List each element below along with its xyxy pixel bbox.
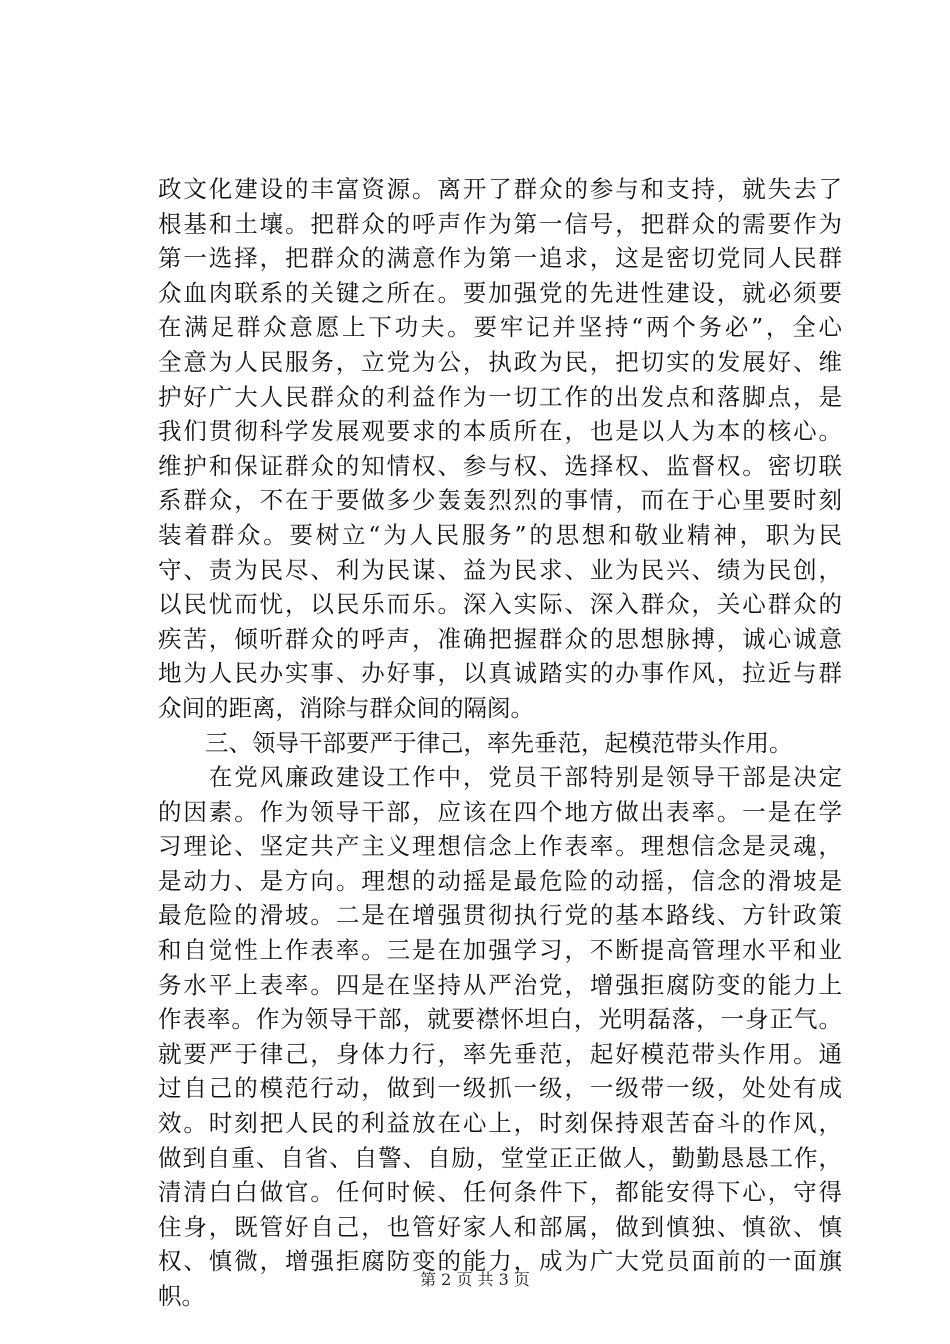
- text-line: 在满足群众意愿上下功夫。要牢记并坚持“两个务必”，全心: [158, 313, 842, 342]
- text-line: 清清白白做官。任何时候、任何条件下，都能安得下心，守得: [158, 1178, 842, 1207]
- text-line: 我们贯彻科学发展观要求的本质所在，也是以人为本的核心。: [158, 417, 842, 446]
- text-line: 维护和保证群众的知情权、参与权、选择权、监督权。密切联: [158, 451, 842, 480]
- text-line: 系群众，不在于要做多少轰轰烈烈的事情，而在于心里要时刻: [158, 486, 842, 515]
- body-text: [158, 172, 842, 1314]
- text-line: 务水平上表率。四是在坚持从严治党，增强拒腐防变的能力上: [158, 970, 842, 999]
- text-line: 效。时刻把人民的利益放在心上，时刻保持艰苦奋斗的作风，: [158, 1109, 842, 1138]
- text-line: 疾苦，倾听群众的呼声，准确把握群众的思想脉搏，诚心诚意: [158, 624, 842, 653]
- text-line: 全意为人民服务，立党为公，执政为民，把切实的发展好、维: [158, 347, 842, 376]
- text-line: 住身，既管好自己，也管好家人和部属，做到慎独、慎欲、慎: [158, 1212, 842, 1241]
- text-line: 最危险的滑坡。二是在增强贯彻执行党的基本路线、方针政策: [158, 901, 842, 930]
- text-line: 是动力、是方向。理想的动摇是最危险的动摇，信念的滑坡是: [158, 866, 842, 895]
- text-line: 装着群众。要树立“为人民服务”的思想和敬业精神，职为民: [158, 520, 842, 549]
- text-line: 过自己的模范行动，做到一级抓一级，一级带一级，处处有成: [158, 1074, 842, 1103]
- text-line: 第一选择，把群众的满意作为第一追求，这是密切党同人民群: [158, 244, 842, 273]
- text-line: 根基和土壤。把群众的呼声作为第一信号，把群众的需要作为: [158, 209, 842, 238]
- text-line: 就要严于律己，身体力行，率先垂范，起好模范带头作用。通: [158, 1039, 842, 1068]
- text-line: 的因素。作为领导干部，应该在四个地方做出表率。一是在学: [158, 797, 842, 826]
- text-line: 和自觉性上作表率。三是在加强学习，不断提高管理水平和业: [158, 936, 842, 965]
- text-line: 护好广大人民群众的利益作为一切工作的出发点和落脚点，是: [158, 382, 842, 411]
- text-line: 以民忧而忧，以民乐而乐。深入实际、深入群众，关心群众的: [158, 590, 842, 619]
- text-line: 守、责为民尽、利为民谋、益为民求、业为民兴、绩为民创，: [158, 555, 842, 584]
- text-line: 众血肉联系的关键之所在。要加强党的先进性建设，就必须要: [158, 278, 842, 307]
- page-footer: 第 2 页 共 3 页: [420, 1270, 530, 1289]
- text-line: 习理论、坚定共产主义理想信念上作表率。理想信念是灵魂，: [158, 832, 842, 861]
- text-line: 做到自重、自省、自警、自励，堂堂正正做人，勤勤恳恳工作，: [158, 1143, 842, 1172]
- text-line: 作表率。作为领导干部，就要襟怀坦白，光明磊落，一身正气。: [158, 1005, 842, 1034]
- text-line: 众间的距离，消除与群众间的隔阂。: [158, 693, 534, 722]
- text-line: 地为人民办实事、办好事，以真诚踏实的办事作风，拉近与群: [158, 659, 842, 688]
- text-line: 权、慎微，增强拒腐防变的能力，成为广大党员面前的一面旗: [158, 1247, 842, 1276]
- text-line: 政文化建设的丰富资源。离开了群众的参与和支持，就失去了: [158, 175, 842, 203]
- text-line: 帜。: [158, 1282, 205, 1310]
- text-line: 在党风廉政建设工作中，党员干部特别是领导干部是决定: [158, 763, 842, 792]
- text-line: 三、领导干部要严于律己，率先垂范，起模范带头作用。: [158, 728, 793, 757]
